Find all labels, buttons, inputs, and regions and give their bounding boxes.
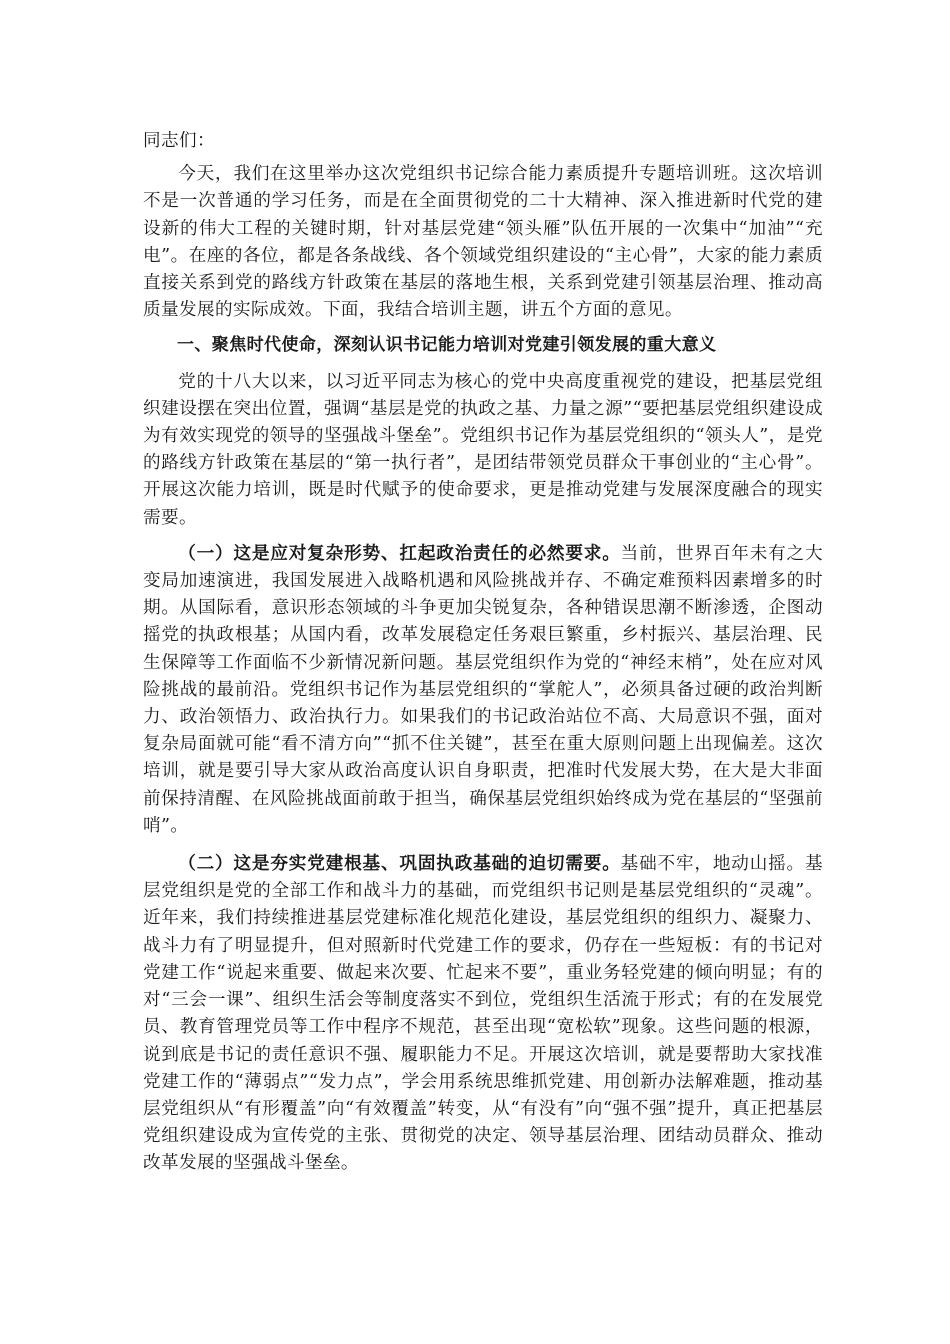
subsection-1-paragraph: [143, 540, 823, 840]
subsection-1-body: 当前，世界百年未有之大变局加速演进，我国发展进入战略机遇和风险挑战并存、不确定难预料因素增多的时期。从国际看，意识形态领域的斗争更加尖锐复杂，各种错误思潮不断渗透，企图动摇党的执政根基；从国内看，改革发展稳定任务艰巨繁重，乡村振兴、基层治理、民生保障等工作面临不少新情况新问题。基层党组织作为党的“神经末梢”，处在应对风险挑战的最前沿。党组织书记作为基层党组织的“掌舵人”，必须具备过硬的政治判断力、政治领悟力、政治执行力。如果我们的书记政治站位不高、大局意识不强，面对复杂局面就可能“看不清方向”“抓不住关键”，甚至在重大原则问题上出现偏差。这次培训，就是要引导大家从政治高度认识自身职责，把准时代发展大势，在大是大非面前保持清醒、在风险挑战面前敢于担当，确保基层党组织始终成为党在基层的“坚强前哨”。: [143, 543, 823, 836]
section-1-heading: 一、聚焦时代使命，深刻认识书记能力培训对党建引领发展的重大意义: [177, 335, 717, 356]
subsection-2-paragraph: [143, 850, 823, 1177]
subsection-2-body: 基础不牢，地动山摇。基层党组织是党的全部工作和战斗力的基础，而党组织书记则是基层党组织的“灵魂”。近年来，我们持续推进基层党建标准化规范化建设，基层党组织的组织力、凝聚力、战斗力有了明显提升，但对照新时代党建工作的要求，仍存在一些短板：有的书记对党建工作“说起来重要、做起来次要、忙起来不要”，重业务轻党建的倾向明显；有的对“三会一课”、组织生活会等制度落实不到位，党组织生活流于形式；有的在发展党员、教育管理党员等工作中程序不规范，甚至出现“宽松软”现象。这些问题的根源，说到底是书记的责任意识不强、履职能力不足。开展这次培训，就是要帮助大家找准党建工作的“薄弱点”“发力点”，学会用系统思维抓党建、用创新办法解难题，推动基层党组织从“有形覆盖”向“有效覆盖”转变，从“有没有”向“强不强”提升，真正把基层党组织建设成为宣传党的主张、贯彻党的决定、领导基层治理、团结动员群众、推动改革发展的坚强战斗堡垒。: [143, 854, 823, 1174]
intro-paragraph: 今天，我们在这里举办这次党组织书记综合能力素质提升专题培训班。这次培训不是一次普通的学习任务，而是在全面贯彻党的二十大精神、深入推进新时代党的建设新的伟大工程的关键时期，针对基层党建“领头雁”队伍开展的一次集中“加油”“充电”。在座的各位，都是各条战线、各个领域党组织建设的“主心骨”，大家的能力素质直接关系到党的路线方针政策在基层的落地生根，关系到党建引领基层治理、推动高质量发展的实际成效。下面，我结合培训主题，讲五个方面的意见。: [143, 164, 823, 321]
subsection-2-lead: （二）这是夯实党建根基、巩固执政基础的迫切需要。: [178, 853, 621, 875]
section-1-body: 党的十八大以来，以习近平同志为核心的党中央高度重视党的建设，把基层党组织建设摆在突出位置，强调“基层是党的执政之基、力量之源”“要把基层党组织建设成为有效实现党的领导的坚强战斗堡垒”。党组织书记作为基层党组织的“领头人”，是党的路线方针政策在基层的“第一执行者”，是团结带领党员群众干事创业的“主心骨”。开展这次能力培训，既是时代赋予的使命要求，更是推动党建与发展深度融合的现实需要。: [143, 371, 823, 528]
document-page: [143, 128, 823, 1188]
salutation: 同志们：: [143, 131, 215, 151]
subsection-1-lead: （一）这是应对复杂形势、扛起政治责任的必然要求。: [178, 542, 621, 564]
